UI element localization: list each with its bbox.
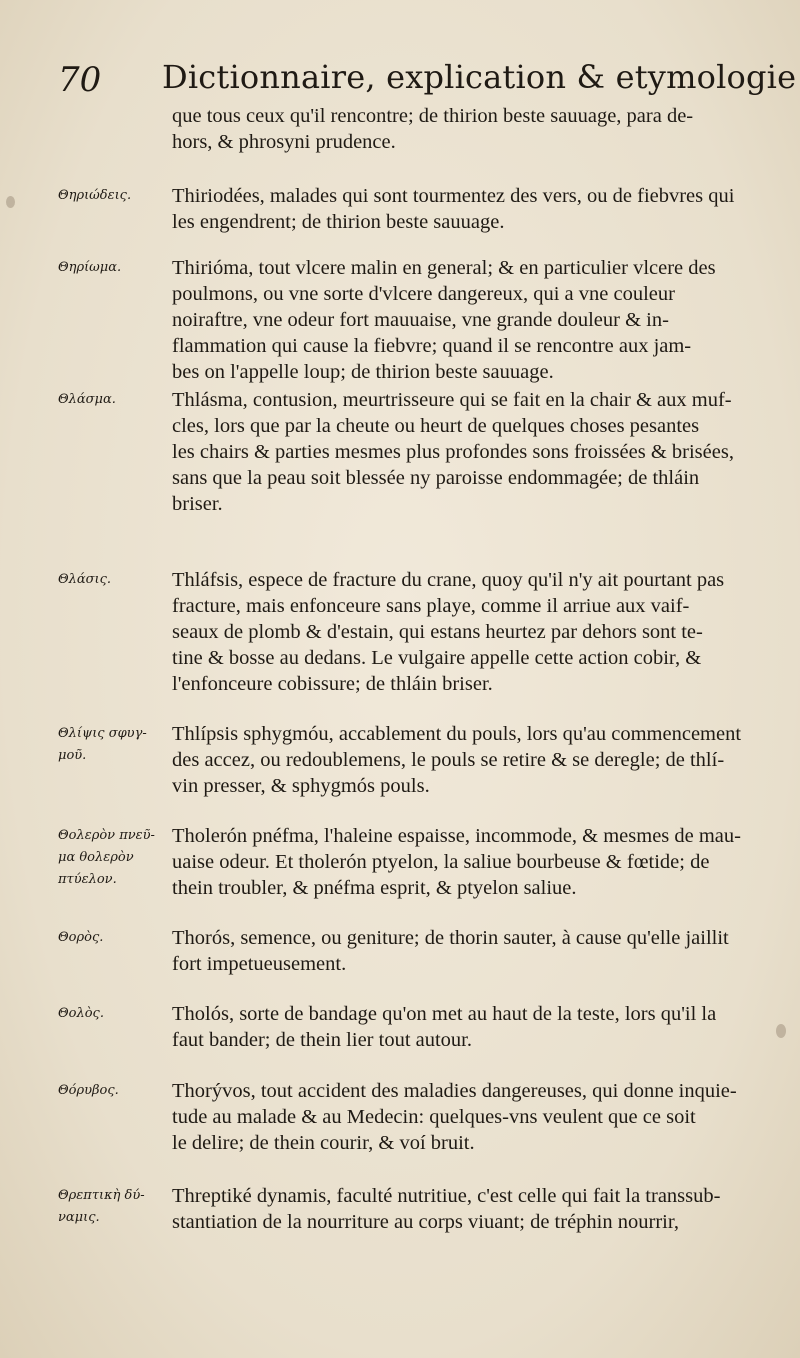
entry-line: Thirióma, tout vlcere malin en general; & en particulier vlcere des (172, 257, 716, 279)
greek-lemma: Θηριώδεις. (58, 188, 132, 203)
entry-line: thein troubler, & pnéfma esprit, & ptyelon saliue. (172, 877, 577, 899)
entry-text (172, 721, 772, 799)
greek-lemma: Θορὸς. (58, 930, 104, 945)
entry-line: sans que la peau soit blessée ny paroisse endommagée; de thláin (172, 467, 700, 489)
page-number: 70 (58, 60, 102, 100)
entry-line: bes on l'appelle loup; de thirion beste sauuage. (172, 361, 554, 383)
entry-line: Thlípsis sphygmóu, accablement du pouls, lors qu'au commencement (172, 723, 742, 745)
entry-line: tude au malade & au Medecin: quelques-vns veulent que ce soit (172, 1106, 696, 1128)
greek-lemma: Θλάσις. (58, 572, 112, 587)
entry-line: seaux de plomb & d'estain, qui estans heurtez par dehors sont te- (172, 621, 703, 643)
entry-text (172, 1183, 772, 1235)
entry-line: les engendrent; de thirion beste sauuage. (172, 211, 505, 233)
entry-line: que tous ceux qu'il rencontre; de thirion beste sauuage, para de- (172, 105, 694, 127)
entry-line: Tholerón pnéfma, l'haleine espaisse, incommode, & mesmes de mau- (172, 825, 741, 847)
greek-lemma: Θηρίωμα. (58, 260, 122, 275)
page-header (58, 58, 797, 102)
entry-line: vin presser, & sphygmós pouls. (172, 775, 430, 797)
entry-text (172, 387, 772, 517)
entry-text (172, 823, 772, 901)
entry-line: Thorývos, tout accident des maladies dangereuses, qui donne inquie- (172, 1080, 737, 1102)
entry-line: stantiation de la nourriture au corps viuant; de tréphin nourrir, (172, 1211, 679, 1233)
entry-line: Thláfsis, espece de fracture du crane, quoy qu'il n'y ait pourtant pas (172, 569, 725, 591)
entry-line: cles, lors que par la cheute ou heurt de quelques choses pesantes (172, 415, 700, 437)
greek-lemma: Θλάσμα. (58, 392, 116, 407)
entry-line: faut bander; de thein lier tout autour. (172, 1029, 473, 1051)
entry-text (172, 183, 772, 235)
entry-text (172, 1001, 772, 1053)
greek-lemma: Θολερὸν πνεῦ-μα θολερὸν πτύελον. (58, 828, 155, 887)
greek-lemma: Θρεπτικὴ δύ-ναμις. (58, 1188, 145, 1225)
entry-line: hors, & phrosyni prudence. (172, 131, 396, 153)
entry-line: fracture, mais enfonceure sans playe, comme il arriue aux vaif- (172, 595, 690, 617)
entry-text (172, 103, 772, 155)
entry-line: briser. (172, 493, 223, 515)
entry-text (172, 567, 772, 697)
entry-text (172, 1078, 772, 1156)
running-title: Dictionnaire, explication & etymologie (162, 58, 797, 96)
entry-line: flammation qui cause la fiebvre; quand il se rencontre aux jam- (172, 335, 692, 357)
greek-lemma: Θολὸς. (58, 1006, 104, 1021)
entry-line: les chairs & parties mesmes plus profondes sons froissées & brisées, (172, 441, 734, 463)
paper-stain (6, 196, 15, 208)
entry-line: tine & bosse au dedans. Le vulgaire appelle cette action cobir, & (172, 647, 702, 669)
entry-line: Threptiké dynamis, faculté nutritiue, c'est celle qui fait la transsub- (172, 1185, 721, 1207)
entry-line: uaise odeur. Et tholerón ptyelon, la saliue bourbeuse & fœtide; de (172, 851, 710, 873)
entry-text (172, 255, 772, 385)
entry-line: noiraftre, vne odeur fort mauuaise, vne grande douleur & in- (172, 309, 669, 331)
greek-lemma: Θλίψις σφυγ-μοῦ. (58, 726, 147, 763)
entry-line: Tholós, sorte de bandage qu'on met au haut de la teste, lors qu'il la (172, 1003, 717, 1025)
entry-line: l'enfonceure cobissure; de thláin briser. (172, 673, 493, 695)
entry-line: le delire; de thein courir, & voí bruit. (172, 1132, 475, 1154)
entry-line: fort impetueusement. (172, 953, 347, 975)
entry-line: Thlásma, contusion, meurtrisseure qui se fait en la chair & aux muf- (172, 389, 732, 411)
entry-line: Thorós, semence, ou geniture; de thorin sauter, à cause qu'elle jaillit (172, 927, 729, 949)
entry-text (172, 925, 772, 977)
paper-stain (776, 1024, 786, 1038)
entry-line: poulmons, ou vne sorte d'vlcere dangereux, qui a vne couleur (172, 283, 675, 305)
entry-line: Thiriodées, malades qui sont tourmentez des vers, ou de fiebvres qui (172, 185, 735, 207)
greek-lemma: Θόρυβος. (58, 1083, 119, 1098)
entry-line: des accez, ou redoublemens, le pouls se retire & se deregle; de thlí- (172, 749, 725, 771)
